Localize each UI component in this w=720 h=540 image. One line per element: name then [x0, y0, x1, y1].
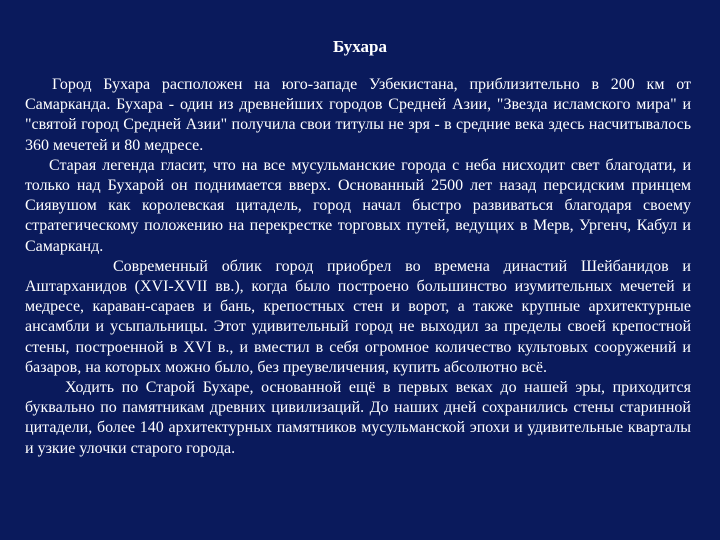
- slide-body: [25, 75, 691, 459]
- paragraph-location: Город Бухара расположен на юго-западе Узбекистана, приблизительно в 200 км от Самарканда. Бухара - один из древнейших городов Средней Азии, "Звезда исламского мира" и "святой город Средней Азии" получила свои титулы не зря - в средние века здесь насчитывалось 360 мечетей и 80 медресе.: [25, 76, 691, 154]
- slide-title: Бухара: [332, 37, 388, 56]
- paragraph-modern-look: Современный облик город приобрел во времена династий Шейбанидов и Аштарханидов (XVI-XVII вв.), когда было построено большинство изумительных мечетей и медресе, караван-сараев и бань, крепостных стен и ворот, а также крупные архитектурные ансамбли и усыпальницы. Этот удивительный город не выходил за пределы своей крепостной стены, построенной в XVI в., и вместил в себя огромное количество культовых сооружений и базаров, на которых можно было, без преувеличения, купить абсолютно всё.: [25, 257, 691, 376]
- paragraph-legend: Старая легенда гласит, что на все мусульманские города с неба нисходит свет благодати, и только над Бухарой он поднимается вверх. Основанный 2500 лет назад персидским принцем Сиявушом как королевская цитадель, город начал быстро развиваться благодаря своему стратегическому положению на перекрестке торговых путей, ведущих в Мерв, Ургенч, Кабул и Самарканд.: [25, 156, 691, 255]
- paragraph-old-bukhara: Ходить по Старой Бухаре, основанной ещё в первых веках до нашей эры, приходится буквально по памятникам древних цивилизаций. До наших дней сохранились стены старинной цитадели, более 140 архитектурных памятников мусульманской эпохи и удивительные кварталы и узкие улочки старого города.: [25, 379, 691, 457]
